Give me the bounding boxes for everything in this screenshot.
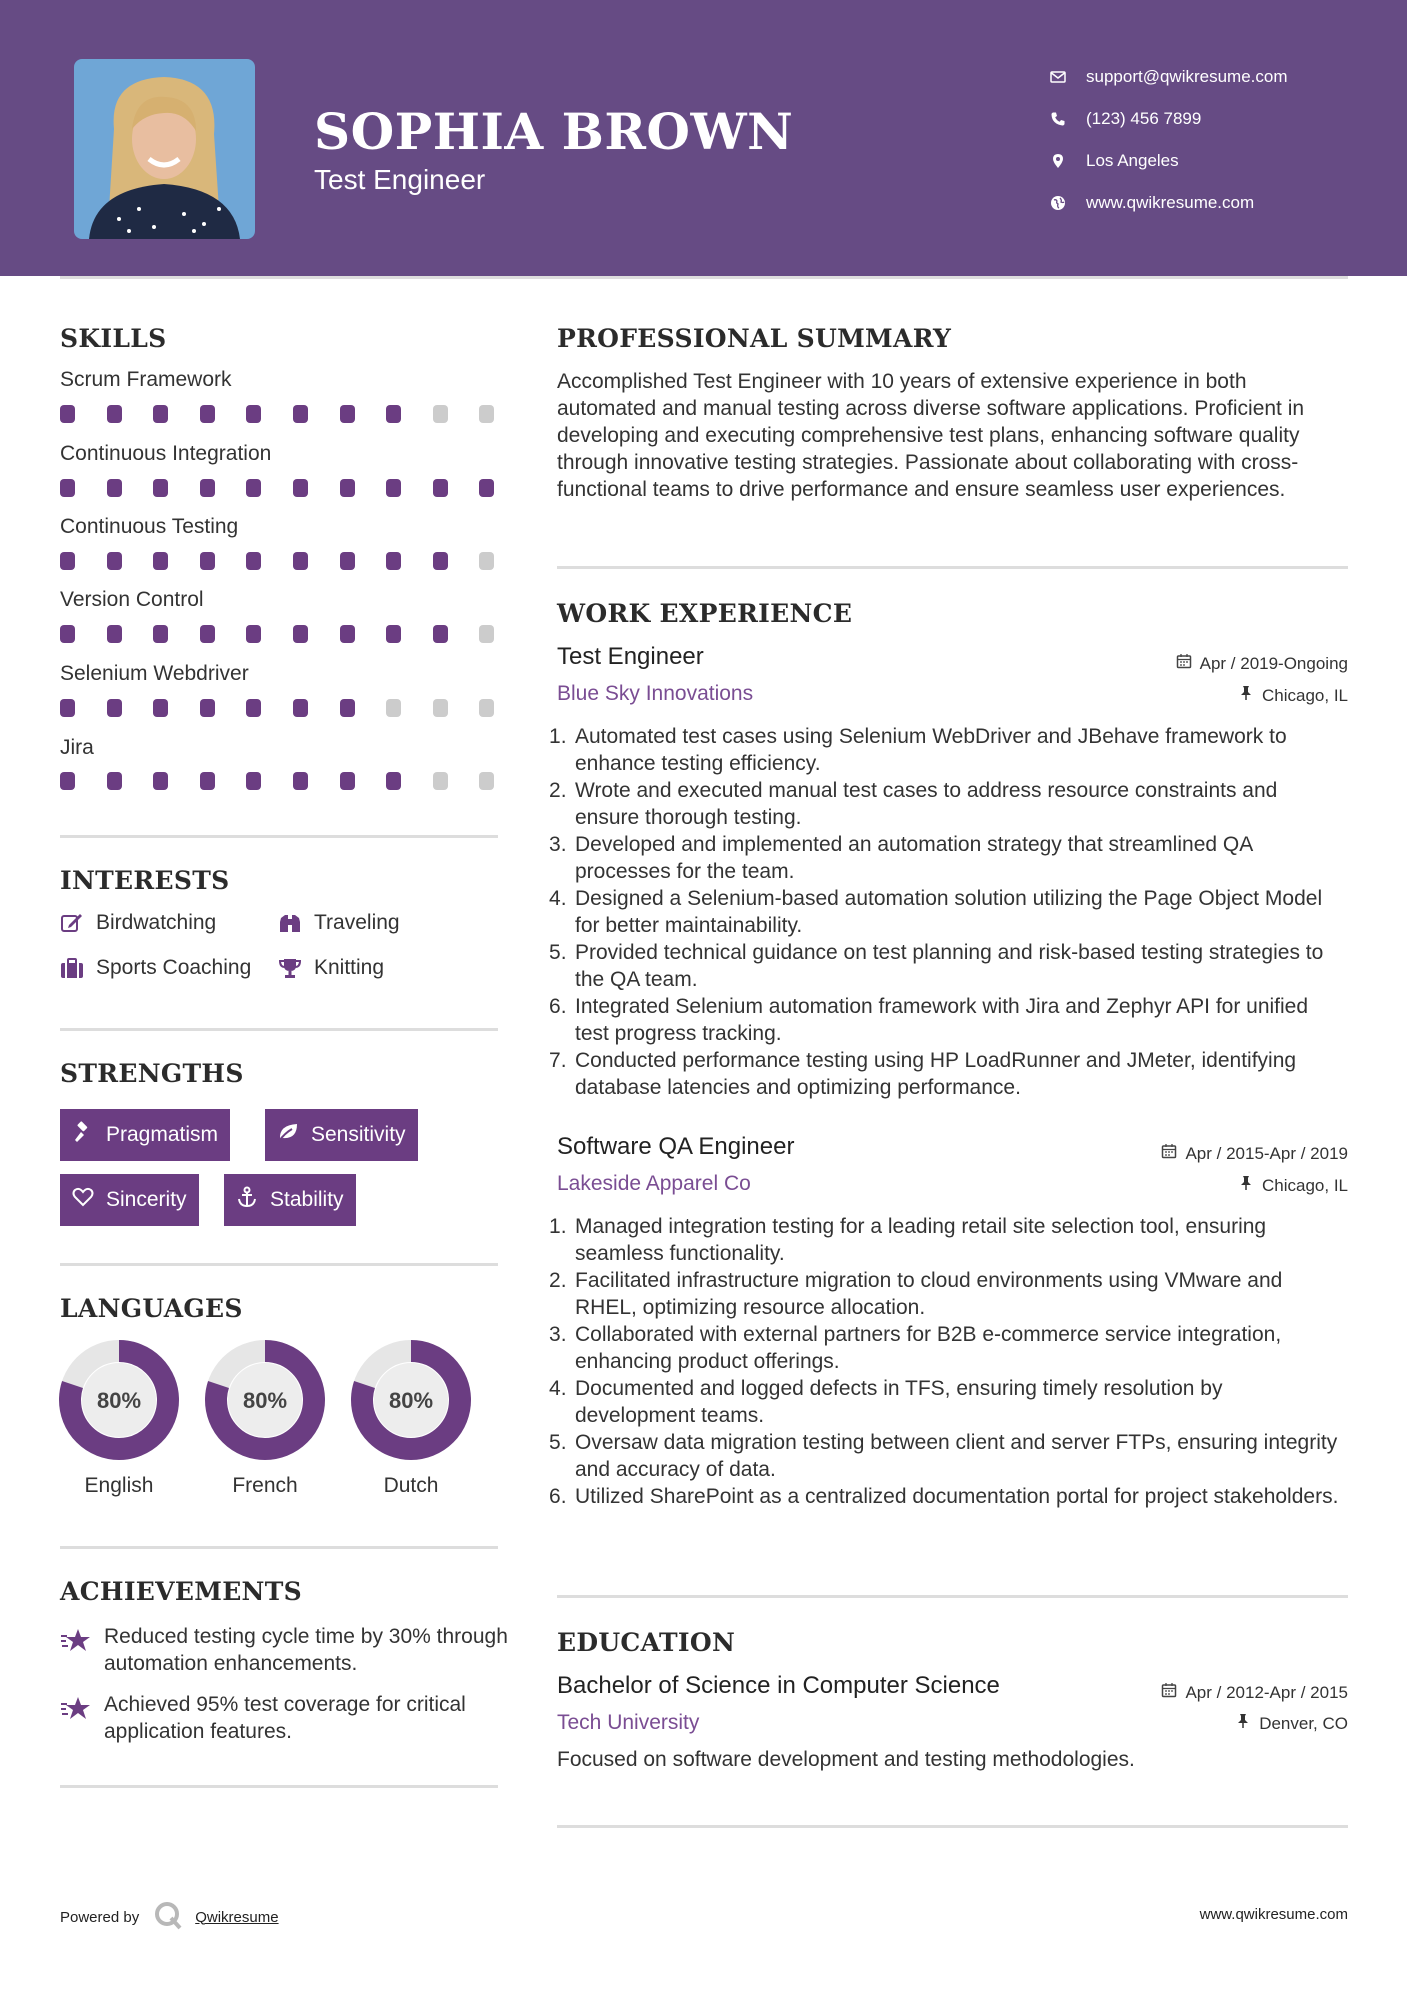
achievement-text: Achieved 95% test coverage for critical application features.	[104, 1693, 466, 1743]
rating-dot-filled	[246, 552, 261, 570]
section-divider	[60, 1546, 498, 1549]
education-description: Focused on software development and testing methodologies.	[557, 1748, 1135, 1771]
skill-rating	[60, 772, 498, 790]
interests-title: INTERESTS	[60, 866, 230, 895]
rating-dot-filled	[60, 552, 75, 570]
pushpin-icon	[1235, 1713, 1259, 1734]
rating-dot-filled	[107, 772, 122, 790]
contact-location	[1050, 140, 1288, 182]
phone-icon	[1050, 111, 1086, 127]
job-location-text: Chicago, IL	[1262, 1175, 1348, 1195]
summary-text: Accomplished Test Engineer with 10 years of extensive experience in both automated and manual testing across diverse software applications. Proficient in developing and executing comprehensive test plans, enhancing software quality through innovative testing strategies. Passionate about collaborating with cross-functional teams to drive performance and ensure seamless user experiences.	[557, 370, 1305, 501]
rating-dot-filled	[293, 479, 308, 497]
rating-dot-filled	[107, 625, 122, 643]
skill-name: Version Control	[60, 588, 204, 611]
rating-dot-filled	[107, 405, 122, 423]
rating-dot-filled	[153, 699, 168, 717]
footer-url[interactable]: www.qwikresume.com	[1199, 1906, 1348, 1923]
language-donut	[57, 1338, 181, 1462]
strength-label: Sensitivity	[311, 1123, 406, 1146]
education-title: EDUCATION	[557, 1628, 736, 1657]
language-percent: 80%	[96, 1388, 142, 1413]
rating-dot-filled	[340, 625, 355, 643]
list-item: Facilitated infrastructure migration to cloud environments using VMware and RHEL, optimizing resource allocation.	[575, 1269, 1283, 1319]
rating-dot-filled	[340, 552, 355, 570]
section-divider	[60, 1263, 498, 1266]
strength-chip	[60, 1174, 199, 1226]
skill-name: Continuous Integration	[60, 442, 272, 465]
rating-dot-filled	[153, 772, 168, 790]
list-item: Documented and logged defects in TFS, ensuring timely resolution by development teams.	[575, 1377, 1223, 1427]
education-location-text: Denver, CO	[1259, 1713, 1348, 1733]
rating-dot-filled	[246, 405, 261, 423]
pushpin-icon	[1238, 1175, 1262, 1196]
rating-dot-filled	[340, 772, 355, 790]
education-dates-text: Apr / 2012-Apr / 2015	[1185, 1682, 1348, 1702]
rating-dot-filled	[246, 699, 261, 717]
rating-dot-empty	[433, 772, 448, 790]
rating-dot-filled	[386, 405, 401, 423]
rating-dot-filled	[246, 772, 261, 790]
rating-dot-filled	[340, 479, 355, 497]
rating-dot-filled	[433, 625, 448, 643]
strength-label: Sincerity	[106, 1188, 187, 1211]
list-item: Wrote and executed manual test cases to address resource constraints and ensure thorough testing.	[575, 779, 1278, 829]
skill-rating	[60, 479, 498, 497]
rating-dot-empty	[386, 699, 401, 717]
skill-rating	[60, 699, 498, 717]
skills-title: SKILLS	[60, 324, 167, 353]
list-item: Utilized SharePoint as a centralized documentation portal for project stakeholders.	[575, 1485, 1339, 1508]
skill-name: Continuous Testing	[60, 515, 239, 538]
job-title: Test Engineer	[557, 643, 704, 670]
list-item: Developed and implemented an automation strategy that streamlined QA processes for the team.	[575, 833, 1253, 883]
languages-title: LANGUAGES	[60, 1294, 243, 1323]
strengths-title: STRENGTHS	[60, 1059, 244, 1088]
powered-by-text: Powered by	[60, 1908, 140, 1926]
language-item	[203, 1338, 327, 1498]
rating-dot-filled	[153, 479, 168, 497]
achievements-title: ACHIEVEMENTS	[60, 1577, 302, 1606]
job-responsibilities	[557, 1213, 1347, 1510]
binoculars-icon	[278, 912, 314, 934]
rating-dot-filled	[246, 479, 261, 497]
rating-dot-filled	[60, 772, 75, 790]
contact-website[interactable]	[1050, 182, 1288, 224]
job-dates-text: Apr / 2019-Ongoing	[1199, 653, 1348, 673]
rating-dot-filled	[293, 625, 308, 643]
rating-dot-filled	[60, 625, 75, 643]
rating-dot-filled	[60, 405, 75, 423]
list-item: Conducted performance testing using HP LoadRunner and JMeter, identifying database latencies and optimizing performance.	[575, 1049, 1297, 1099]
profile-photo	[74, 59, 255, 239]
suitcase-icon	[60, 957, 96, 979]
rating-dot-filled	[107, 552, 122, 570]
envelope-icon	[1050, 69, 1086, 85]
list-item: Provided technical guidance on test planning and risk-based testing strategies to the QA team.	[575, 941, 1324, 991]
language-item	[349, 1338, 473, 1498]
map-marker-icon	[1050, 153, 1086, 169]
rating-dot-filled	[386, 625, 401, 643]
strength-label: Pragmatism	[106, 1123, 219, 1146]
leaf-icon	[277, 1121, 311, 1149]
candidate-role: Test Engineer	[314, 164, 486, 195]
strength-chip	[265, 1109, 418, 1161]
interest-label: Birdwatching	[96, 911, 217, 934]
interest-item	[278, 956, 384, 980]
degree-title: Bachelor of Science in Computer Science	[557, 1672, 1000, 1699]
interest-label: Traveling	[314, 911, 400, 934]
rating-dot-filled	[153, 405, 168, 423]
rating-dot-filled	[60, 699, 75, 717]
star-icon	[60, 1623, 92, 1660]
contact-email-text: support@qwikresume.com	[1086, 67, 1288, 86]
interest-item	[60, 956, 251, 980]
section-divider	[557, 566, 1348, 569]
section-divider	[557, 1595, 1348, 1598]
job-location	[1238, 685, 1348, 706]
rating-dot-filled	[340, 699, 355, 717]
section-divider	[60, 1785, 498, 1788]
rating-dot-filled	[479, 479, 494, 497]
rating-dot-filled	[293, 699, 308, 717]
star-icon	[60, 1691, 92, 1728]
list-item: Managed integration testing for a leading retail site selection tool, ensuring seamless functionality.	[575, 1215, 1267, 1265]
rating-dot-filled	[293, 772, 308, 790]
contact-location-text: Los Angeles	[1086, 151, 1179, 170]
skill-rating	[60, 625, 498, 643]
skill-name: Selenium Webdriver	[60, 662, 249, 685]
rating-dot-empty	[479, 625, 494, 643]
rating-dot-filled	[60, 479, 75, 497]
contact-phone[interactable]	[1050, 98, 1288, 140]
list-item: Integrated Selenium automation framework with Jira and Zephyr API for unified test progress tracking.	[575, 995, 1309, 1045]
pushpin-icon	[1238, 685, 1262, 706]
company-name: Lakeside Apparel Co	[557, 1172, 751, 1195]
trophy-icon	[278, 957, 314, 979]
job-dates	[1161, 1143, 1348, 1164]
language-name: English	[84, 1474, 154, 1497]
rating-dot-filled	[340, 405, 355, 423]
achievement-item	[60, 1691, 510, 1745]
interest-item	[60, 911, 216, 935]
section-divider	[557, 1825, 1348, 1828]
rating-dot-filled	[246, 625, 261, 643]
strength-label: Stability	[270, 1188, 344, 1211]
interest-label: Knitting	[314, 956, 385, 979]
contact-phone-text: (123) 456 7899	[1086, 109, 1202, 128]
rating-dot-filled	[386, 552, 401, 570]
rating-dot-filled	[153, 625, 168, 643]
rating-dot-filled	[107, 699, 122, 717]
language-name: Dutch	[383, 1474, 439, 1497]
summary-title: PROFESSIONAL SUMMARY	[557, 324, 952, 353]
skill-name: Scrum Framework	[60, 368, 232, 391]
rating-dot-filled	[433, 479, 448, 497]
header-divider	[60, 276, 1348, 279]
contact-website-text: www.qwikresume.com	[1086, 193, 1255, 212]
language-donut	[203, 1338, 327, 1462]
rating-dot-filled	[200, 552, 215, 570]
rating-dot-empty	[479, 772, 494, 790]
rating-dot-filled	[293, 552, 308, 570]
rating-dot-filled	[200, 772, 215, 790]
school-name: Tech University	[557, 1711, 700, 1734]
skill-rating	[60, 405, 498, 423]
anchor-icon	[236, 1186, 270, 1214]
job-title: Software QA Engineer	[557, 1133, 795, 1160]
heart-icon	[72, 1186, 106, 1214]
contact-list	[1050, 56, 1288, 224]
contact-email[interactable]	[1050, 56, 1288, 98]
rating-dot-filled	[107, 479, 122, 497]
job-dates-text: Apr / 2015-Apr / 2019	[1185, 1143, 1348, 1163]
section-divider	[60, 1028, 498, 1031]
interest-label: Sports Coaching	[96, 956, 252, 979]
rating-dot-filled	[153, 552, 168, 570]
rating-dot-filled	[386, 479, 401, 497]
footer-powered-by	[60, 1900, 279, 1934]
language-percent: 80%	[388, 1388, 434, 1413]
header-banner	[0, 0, 1407, 276]
calendar-icon	[1176, 653, 1200, 674]
qwikresume-link[interactable]: Qwikresume	[195, 1908, 279, 1926]
rating-dot-filled	[200, 625, 215, 643]
language-item	[57, 1338, 181, 1498]
language-percent: 80%	[242, 1388, 288, 1413]
job-location-text: Chicago, IL	[1262, 685, 1348, 705]
section-divider	[60, 835, 498, 838]
calendar-icon	[1161, 1143, 1185, 1164]
interest-item	[278, 911, 400, 935]
portrait-image	[74, 59, 255, 239]
gavel-icon	[72, 1121, 106, 1149]
globe-icon	[1050, 195, 1086, 211]
strength-chip	[60, 1109, 230, 1161]
rating-dot-filled	[386, 772, 401, 790]
education-location	[1235, 1713, 1348, 1734]
rating-dot-empty	[479, 552, 494, 570]
skill-rating	[60, 552, 498, 570]
achievement-text: Reduced testing cycle time by 30% through automation enhancements.	[104, 1625, 508, 1675]
rating-dot-empty	[433, 405, 448, 423]
job-location	[1238, 1175, 1348, 1196]
rating-dot-empty	[433, 699, 448, 717]
rating-dot-filled	[433, 552, 448, 570]
rating-dot-filled	[200, 479, 215, 497]
list-item: Oversaw data migration testing between client and server FTPs, ensuring integrity and accuracy of data.	[575, 1431, 1338, 1481]
rating-dot-empty	[479, 699, 494, 717]
list-item: Collaborated with external partners for B2B e-commerce service integration, enhancing product offerings.	[575, 1323, 1282, 1373]
rating-dot-empty	[479, 405, 494, 423]
company-name: Blue Sky Innovations	[557, 682, 754, 705]
rating-dot-filled	[200, 405, 215, 423]
calendar-icon	[1161, 1682, 1185, 1703]
language-donut	[349, 1338, 473, 1462]
list-item: Designed a Selenium-based automation solution utilizing the Page Object Model for better maintainability.	[575, 887, 1323, 937]
rating-dot-filled	[200, 699, 215, 717]
education-dates	[1161, 1682, 1348, 1703]
strength-chip	[224, 1174, 356, 1226]
achievement-item	[60, 1623, 510, 1677]
job-dates	[1176, 653, 1348, 674]
experience-title: WORK EXPERIENCE	[557, 599, 853, 628]
qwikresume-logo-icon	[139, 1900, 195, 1934]
list-item: Automated test cases using Selenium WebDriver and JBehave framework to enhance testing efficiency.	[575, 725, 1287, 775]
skill-name: Jira	[60, 736, 94, 759]
job-responsibilities	[557, 723, 1347, 1101]
language-name: French	[232, 1474, 298, 1497]
rating-dot-filled	[293, 405, 308, 423]
edit-icon	[60, 912, 96, 934]
candidate-name: SOPHIA BROWN	[314, 102, 794, 161]
